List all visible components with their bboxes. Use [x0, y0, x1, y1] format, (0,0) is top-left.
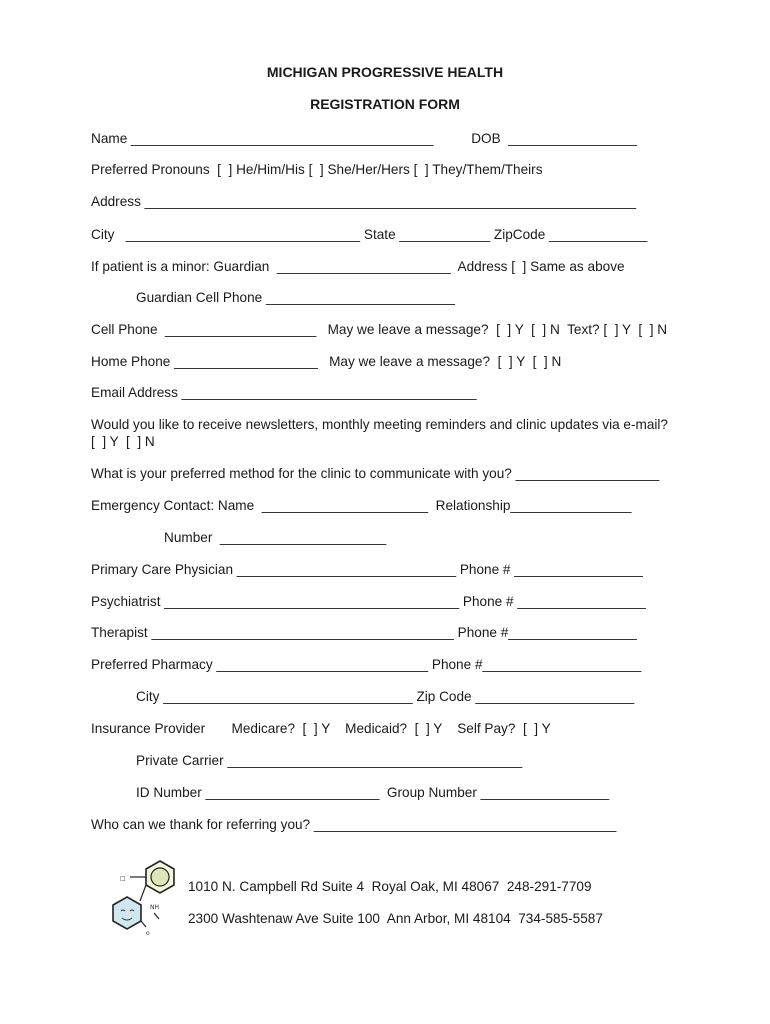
cell-phone-line[interactable]: Cell Phone ____________________ May we leave a message? [ ] Y [ ] N Text? [ ] Y [ ] N	[91, 322, 668, 337]
insurance-line[interactable]: Insurance Provider Medicare? [ ] Y Medicaid? [ ] Y Self Pay? [ ] Y	[91, 721, 551, 736]
therapist-line[interactable]: Therapist ________________________________________ Phone #_________________	[91, 625, 637, 640]
org-title: MICHIGAN PROGRESSIVE HEALTH	[266, 64, 504, 80]
guardian-cell-line[interactable]: Guardian Cell Phone _________________________	[136, 290, 455, 305]
city-state-zip-line[interactable]: City _______________________________ State ____________ ZipCode _____________	[91, 227, 648, 242]
molecule-logo-icon	[102, 855, 182, 940]
home-phone-line[interactable]: Home Phone ___________________ May we leave a message? [ ] Y [ ] N	[91, 354, 562, 369]
footer-address-royal-oak: 1010 N. Campbell Rd Suite 4 Royal Oak, MI 48067 248-291-7709	[188, 879, 592, 894]
private-carrier-line[interactable]: Private Carrier _______________________________________	[136, 753, 523, 768]
id-group-line[interactable]: ID Number _______________________ Group Number _________________	[136, 785, 610, 800]
psychiatrist-line[interactable]: Psychiatrist _______________________________________ Phone # _________________	[91, 594, 646, 609]
newsletter-options[interactable]: [ ] Y [ ] N	[91, 434, 155, 449]
pronouns-line[interactable]: Preferred Pronouns [ ] He/Him/His [ ] She/Her/Hers [ ] They/Them/Theirs	[91, 162, 543, 177]
logo-label-nh: NH	[150, 904, 159, 911]
emergency-contact-line[interactable]: Emergency Contact: Name ______________________ Relationship________________	[91, 498, 632, 513]
logo-mark-small: □	[120, 875, 126, 882]
footer-address-ann-arbor: 2300 Washtenaw Ave Suite 100 Ann Arbor, MI 48104 734-585-5587	[188, 911, 603, 926]
form-title: REGISTRATION FORM	[310, 96, 460, 112]
address-line[interactable]: Address _________________________________________________________________	[91, 194, 637, 209]
name-dob-line[interactable]: Name ________________________________________ DOB _________________	[91, 131, 637, 146]
pcp-line[interactable]: Primary Care Physician _____________________________ Phone # _________________	[91, 562, 643, 577]
pharmacy-city-line[interactable]: City _________________________________ Zip Code _____________________	[136, 689, 635, 704]
preferred-method-line[interactable]: What is your preferred method for the clinic to communicate with you? ___________________	[91, 466, 660, 481]
newsletter-question: Would you like to receive newsletters, monthly meeting reminders and clinic updates via e-mail?	[91, 417, 668, 432]
emergency-number-line[interactable]: Number ______________________	[164, 530, 387, 545]
minor-guardian-line[interactable]: If patient is a minor: Guardian _______________________ Address [ ] Same as above	[91, 259, 625, 274]
logo-label-o: o	[146, 930, 150, 937]
referral-line[interactable]: Who can we thank for referring you? ________________________________________	[91, 817, 617, 832]
email-line[interactable]: Email Address _______________________________________	[91, 385, 477, 400]
pharmacy-line[interactable]: Preferred Pharmacy ____________________________ Phone #_____________________	[91, 657, 642, 672]
